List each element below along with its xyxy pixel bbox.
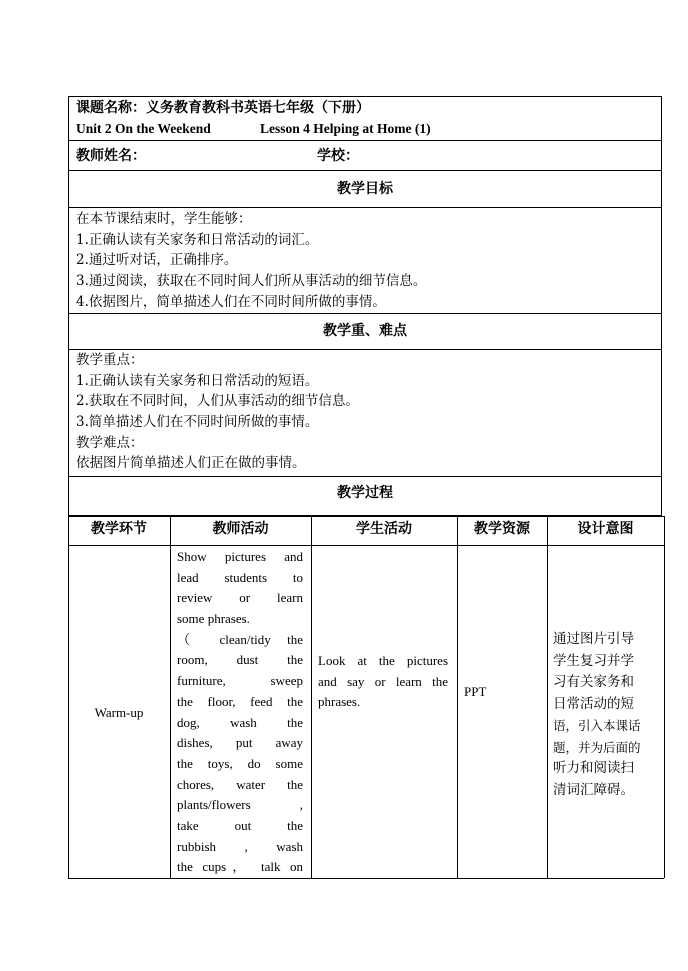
table-border [664, 516, 665, 878]
header-student-activity: 学生活动 [356, 521, 412, 537]
design-intent-line: 语，引入本课话 [553, 718, 641, 733]
divider [68, 313, 662, 314]
school-label: 学校： [317, 148, 359, 164]
teacher-activity-line: Show pictures and [177, 549, 303, 564]
objective-line: 在本节课结束时，学生能够： [76, 211, 252, 227]
objective-line: 4.依据图片，简单描述人们在不同时间所做的事情。 [76, 293, 386, 310]
resource-ppt: PPT [464, 684, 487, 699]
design-intent-line: 学生复习并学 [553, 652, 634, 669]
teacher-activity-text [177, 547, 303, 877]
key-point-line: 依据图片简单描述人们正在做的事情。 [76, 455, 306, 472]
key-points-list [76, 350, 359, 474]
header-stage: 教学环节 [91, 521, 147, 537]
design-intent-text [553, 629, 641, 801]
student-activity-line: Look at the pictures [318, 653, 448, 668]
design-intent-line: 清词汇障碍。 [553, 781, 634, 798]
header-resources: 教学资源 [474, 521, 530, 537]
objective-line: 2.通过听对话，正确排序。 [76, 252, 238, 269]
design-intent-line: 通过图片引导 [553, 631, 634, 647]
header-teacher-activity: 教师活动 [212, 521, 269, 537]
stage-warm-up: Warm-up [94, 705, 144, 720]
teacher-activity-line: furniture, sweep [177, 673, 303, 689]
objective-line: 3.通过阅读，获取在不同时间人们所从事活动的细节信息。 [76, 273, 427, 290]
divider [68, 207, 662, 208]
header-design-intent: 设计意图 [577, 521, 634, 537]
table-border [170, 516, 171, 878]
divider [68, 878, 664, 879]
key-point-line: 2.获取在不同时间，人们从事活动的细节信息。 [76, 393, 359, 410]
key-point-line: 1.正确认读有关家务和日常活动的短语。 [76, 372, 319, 389]
design-intent-line: 题，并为后面的 [553, 739, 641, 755]
lesson-title: Lesson 4 Helping at Home (1) [260, 121, 431, 136]
table-border [68, 516, 69, 878]
key-point-line: 教学难点： [76, 434, 144, 451]
divider [68, 170, 662, 171]
teacher-activity-line: chores, water the [177, 776, 303, 792]
key-point-line: 3.简单描述人们在不同时间所做的事情。 [76, 414, 319, 431]
design-intent-line: 听力和阅读扫 [553, 760, 634, 776]
teacher-activity-line: dog, wash the [177, 714, 303, 730]
teacher-activity-line: the toys, do some [177, 755, 303, 771]
teacher-activity-line: room, dust the [177, 652, 303, 668]
teacher-activity-line: plants/flowers , [177, 797, 303, 813]
table-border [457, 516, 458, 878]
table-border [547, 516, 548, 878]
student-activity-line: and say or learn the [318, 673, 448, 689]
process-title: 教学过程 [337, 485, 393, 501]
divider [68, 545, 664, 546]
objectives-list [76, 209, 426, 312]
objective-line: 1.正确认读有关家务和日常活动的词汇。 [76, 231, 319, 248]
teacher-activity-line: review or learn [177, 590, 303, 606]
key-point-line: 教学重点： [76, 352, 144, 368]
teacher-activity-line: the floor, feed the [177, 693, 303, 709]
teacher-activity-line: rubbish , wash [177, 838, 303, 854]
teacher-name-label: 教师姓名： [76, 148, 146, 164]
teacher-activity-line: take out the [177, 817, 303, 833]
teacher-activity-line: the cups， talk on [177, 859, 303, 875]
course-title: 课题名称：义务教育教科书英语七年级（下册） [76, 100, 370, 116]
design-intent-line: 习有关家务和 [553, 674, 634, 690]
divider [68, 516, 664, 517]
teacher-activity-line: dishes, put away [177, 735, 303, 751]
key-points-title: 教学重、难点 [323, 323, 407, 339]
student-activity-line: phrases. [318, 694, 361, 710]
teacher-activity-line: （ clean/tidy the [177, 631, 303, 647]
unit-title: Unit 2 On the Weekend [76, 121, 211, 136]
student-activity-text [318, 651, 448, 713]
objectives-title: 教学目标 [337, 181, 393, 197]
table-border [311, 516, 312, 878]
divider [68, 476, 662, 477]
divider [68, 140, 662, 141]
design-intent-line: 日常活动的短 [553, 695, 634, 712]
teacher-activity-line: lead students to [177, 569, 303, 585]
teacher-activity-line: some phrases. [177, 611, 250, 627]
